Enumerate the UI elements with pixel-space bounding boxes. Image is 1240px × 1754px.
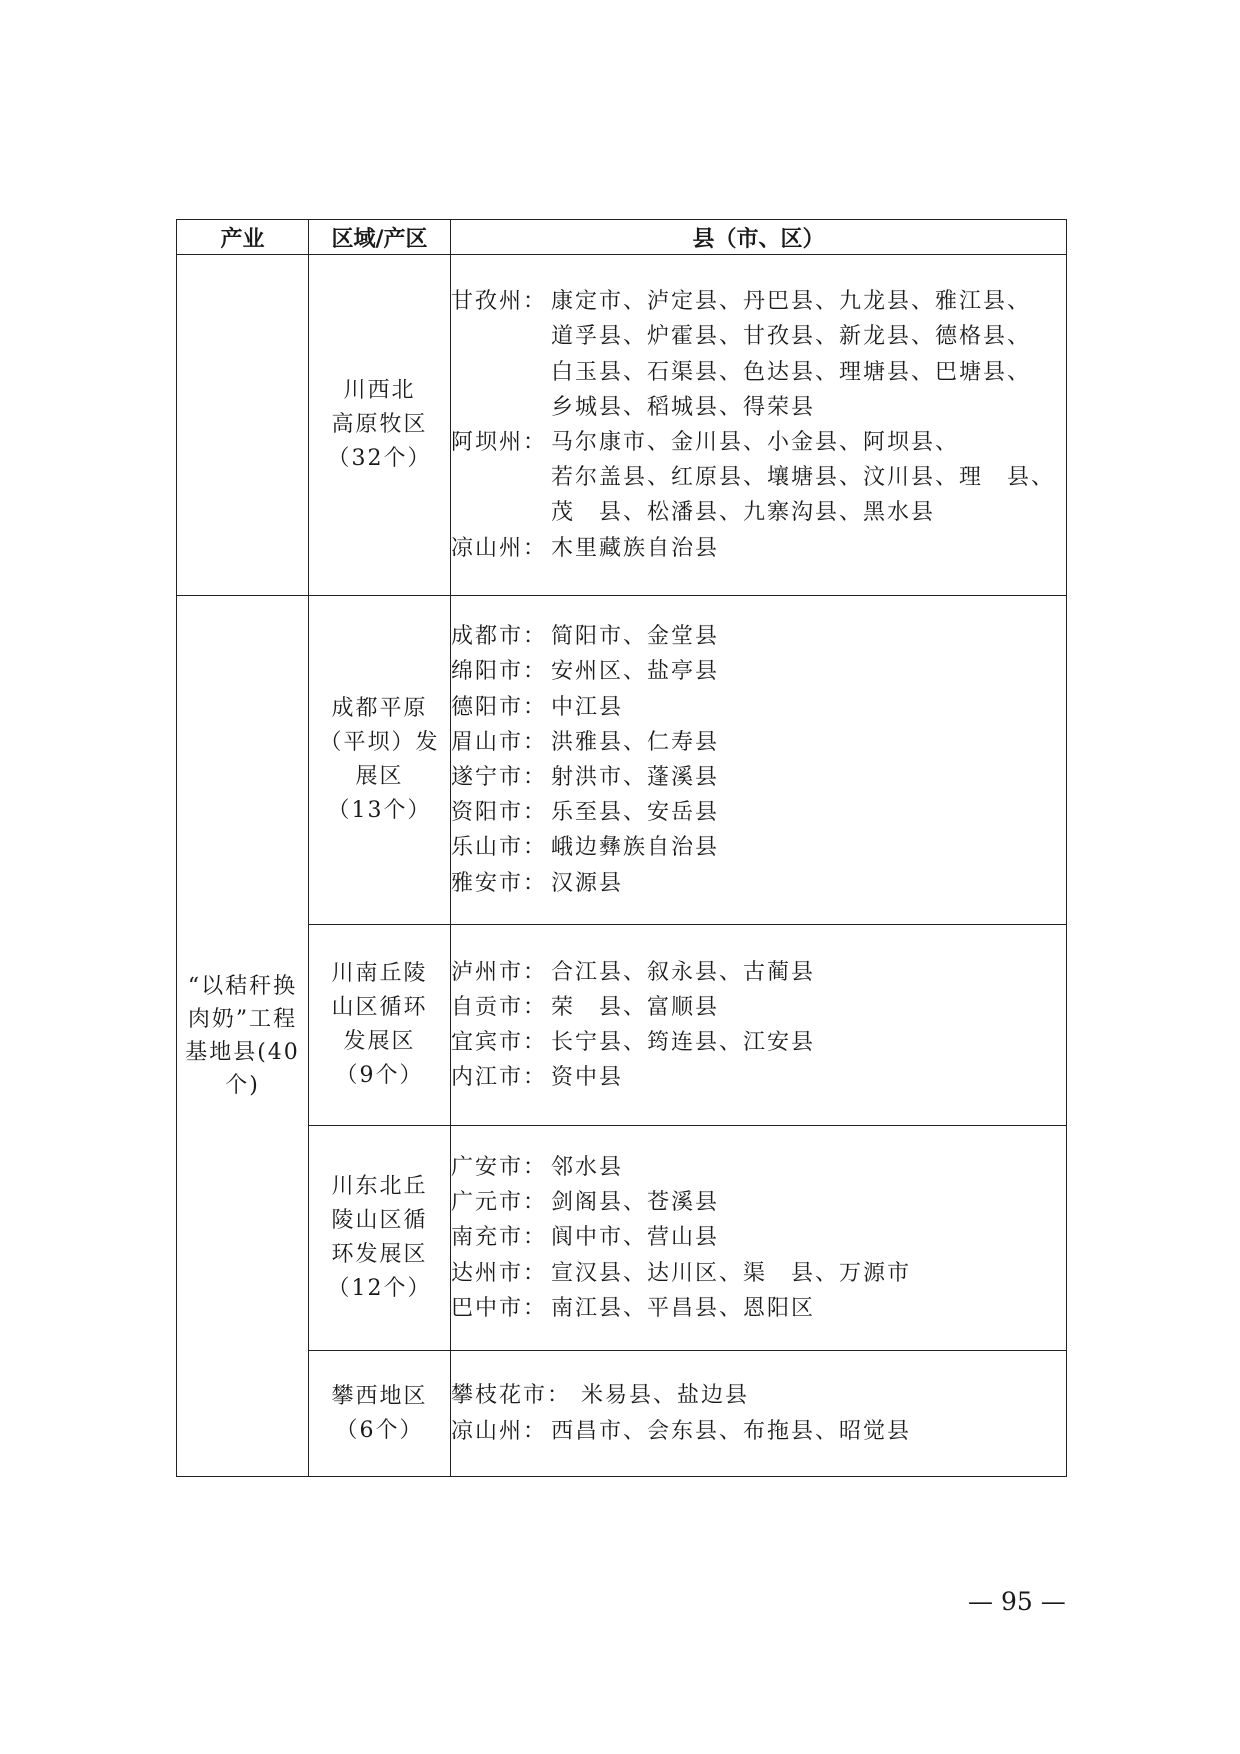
county-prefix xyxy=(451,319,551,354)
county-list: 合江县、叙永县、古蔺县 xyxy=(551,959,816,985)
county-prefix: 泸州市： xyxy=(451,959,548,985)
region-line: 川南丘陵 xyxy=(331,961,428,986)
county-line xyxy=(451,725,1066,760)
county-line xyxy=(451,619,1066,654)
region-line: 发展区 xyxy=(343,1029,416,1054)
county-line xyxy=(451,760,1066,795)
county-list: 南江县、平昌县、恩阳区 xyxy=(551,1295,816,1321)
page-number: — 95 — xyxy=(968,1587,1066,1616)
county-list: 长宁县、筠连县、江安县 xyxy=(551,1030,816,1055)
county-prefix: 阿坝州： xyxy=(451,430,548,455)
county-prefix: 绵阳市： xyxy=(451,659,548,685)
region-line: 成都平原 xyxy=(331,696,428,721)
region-line: 高原牧区 xyxy=(331,412,428,437)
county-table xyxy=(176,219,1067,1477)
county-prefix: 广安市： xyxy=(451,1154,548,1180)
region-line: （6个） xyxy=(335,1417,424,1443)
county-line xyxy=(451,284,1066,319)
county-list: 茂 县、松潘县、九寨沟县、黑水县 xyxy=(551,500,936,526)
county-line xyxy=(451,654,1066,689)
county-line xyxy=(451,1185,1066,1220)
region-line: 川东北丘 xyxy=(331,1174,428,1199)
header-region: 区域/产区 xyxy=(309,220,451,255)
region-line: 山区循环 xyxy=(331,995,428,1020)
county-list: 简阳市、金堂县 xyxy=(551,624,720,650)
county-prefix: 乐山市： xyxy=(451,835,548,861)
region-cell xyxy=(309,1126,451,1351)
county-line xyxy=(451,1256,1066,1291)
counties-cell xyxy=(451,1126,1067,1351)
region-line: 环发展区 xyxy=(331,1242,428,1267)
county-line xyxy=(451,1291,1066,1326)
county-list: 木里藏族自治县 xyxy=(551,535,720,561)
region-line: （9个） xyxy=(335,1063,424,1088)
industry-cell xyxy=(177,596,309,1477)
header-industry: 产业 xyxy=(177,220,309,255)
counties-cell xyxy=(451,1351,1067,1477)
county-prefix: 巴中市： xyxy=(451,1295,548,1321)
county-list: 射洪市、蓬溪县 xyxy=(551,765,720,790)
county-list: 荣 县、富顺县 xyxy=(551,994,720,1020)
county-line xyxy=(451,795,1066,830)
county-line xyxy=(451,866,1066,901)
county-prefix: 攀枝花市： xyxy=(451,1383,572,1409)
county-prefix: 资阳市： xyxy=(451,800,548,826)
industry-label: “以秸秆换肉奶”工程基地县(40个) xyxy=(185,974,300,1098)
counties-cell xyxy=(451,255,1067,596)
county-prefix xyxy=(451,355,551,390)
county-line xyxy=(451,1414,1066,1449)
county-prefix: 南充市： xyxy=(451,1225,548,1251)
county-line xyxy=(451,1150,1066,1185)
county-line xyxy=(451,495,1066,530)
county-list: 阆中市、营山县 xyxy=(551,1225,720,1251)
region-line: 陵山区循 xyxy=(331,1208,428,1233)
region-cell xyxy=(309,255,451,596)
table-row xyxy=(177,925,1067,1126)
county-list: 康定市、泸定县、丹巴县、九龙县、雅江县、 xyxy=(551,289,1032,315)
header-counties: 县（市、区） xyxy=(451,220,1067,255)
county-prefix: 广元市： xyxy=(451,1190,548,1216)
region-line: （平坝）发 xyxy=(319,730,440,755)
table-row xyxy=(177,1126,1067,1351)
table-row xyxy=(177,596,1067,925)
table-row xyxy=(177,1351,1067,1477)
county-list: 米易县、盐边县 xyxy=(581,1383,750,1409)
region-line: 川西北 xyxy=(343,378,416,403)
region-cell xyxy=(309,925,451,1126)
county-prefix: 自贡市： xyxy=(451,994,548,1020)
county-list: 剑阁县、苍溪县 xyxy=(551,1190,720,1216)
county-line xyxy=(451,690,1066,725)
region-cell xyxy=(309,1351,451,1477)
county-list: 乐至县、安岳县 xyxy=(551,800,720,826)
counties-cell xyxy=(451,596,1067,925)
region-line: （13个） xyxy=(327,798,432,823)
county-list: 安州区、盐亭县 xyxy=(551,659,720,685)
county-prefix xyxy=(451,390,551,425)
region-line: （12个） xyxy=(327,1276,432,1301)
county-line xyxy=(451,1378,1066,1413)
county-list: 白玉县、石渠县、色达县、理塘县、巴塘县、 xyxy=(551,359,1032,385)
table-row xyxy=(177,255,1067,596)
county-list: 道孚县、炉霍县、甘孜县、新龙县、德格县、 xyxy=(551,324,1032,350)
county-prefix: 达州市： xyxy=(451,1260,548,1286)
county-prefix: 甘孜州： xyxy=(451,289,548,315)
county-list: 中江县 xyxy=(551,694,624,720)
county-line xyxy=(451,425,1066,460)
county-list: 若尔盖县、红原县、壤塘县、汶川县、理 县、 xyxy=(551,465,1056,491)
county-prefix xyxy=(451,495,551,530)
county-prefix: 成都市： xyxy=(451,624,548,650)
county-line xyxy=(451,830,1066,865)
county-line xyxy=(451,355,1066,390)
county-line xyxy=(451,1060,1066,1095)
region-line: 攀西地区 xyxy=(331,1383,428,1409)
county-line xyxy=(451,390,1066,425)
county-list: 马尔康市、金川县、小金县、阿坝县、 xyxy=(551,430,960,455)
county-prefix: 眉山市： xyxy=(451,729,548,755)
region-line: 展区 xyxy=(355,764,404,789)
county-prefix: 凉山州： xyxy=(451,535,548,561)
county-prefix: 德阳市： xyxy=(451,694,548,720)
county-prefix: 凉山州： xyxy=(451,1418,548,1444)
counties-cell xyxy=(451,925,1067,1126)
region-cell xyxy=(309,596,451,925)
county-list: 乡城县、稻城县、得荣县 xyxy=(551,394,816,420)
county-prefix: 遂宁市： xyxy=(451,765,548,790)
industry-cell-empty xyxy=(177,255,309,596)
county-line xyxy=(451,531,1066,566)
county-line xyxy=(451,460,1066,495)
county-line xyxy=(451,990,1066,1025)
region-line: （32个） xyxy=(327,446,432,471)
county-line xyxy=(451,955,1066,990)
county-prefix: 内江市： xyxy=(451,1065,548,1091)
county-list: 汉源县 xyxy=(551,870,624,896)
county-prefix: 宜宾市： xyxy=(451,1030,548,1055)
county-line xyxy=(451,1025,1066,1060)
county-list: 西昌市、会东县、布拖县、昭觉县 xyxy=(551,1418,912,1444)
county-line xyxy=(451,1220,1066,1255)
county-prefix xyxy=(451,460,551,495)
county-prefix: 雅安市： xyxy=(451,870,548,896)
county-list: 资中县 xyxy=(551,1065,624,1091)
county-list: 邻水县 xyxy=(551,1154,624,1180)
county-list: 洪雅县、仁寿县 xyxy=(551,729,720,755)
county-line xyxy=(451,319,1066,354)
county-list: 峨边彝族自治县 xyxy=(551,835,720,861)
county-list: 宣汉县、达川区、渠 县、万源市 xyxy=(551,1260,912,1286)
header-row xyxy=(177,220,1067,255)
